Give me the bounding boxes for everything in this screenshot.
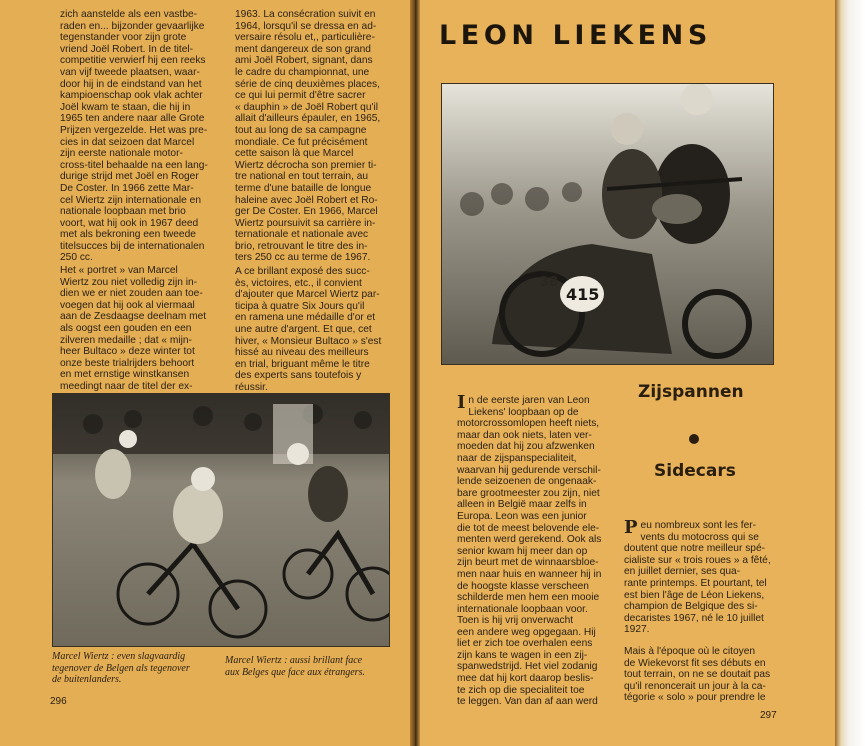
caption-line: Marcel Wiertz : even slagvaardig bbox=[52, 651, 186, 662]
text-line: men naar huis en wanneer hij in bbox=[457, 568, 602, 580]
text-line: A ce brillant exposé des succ- bbox=[235, 266, 370, 277]
text-line: cross-titel behaalde na een lang- bbox=[60, 159, 208, 171]
text-line: Het « portret » van Marcel bbox=[60, 265, 178, 276]
text-line: n de eerste jaren van Leon bbox=[468, 395, 590, 406]
left-col2-para1 bbox=[235, 9, 380, 264]
right-dutch-para2 bbox=[457, 615, 598, 708]
text-line: mondiale. Ce fut précisément bbox=[235, 136, 368, 148]
text-line: voort, wat hij ook in 1967 deed bbox=[60, 217, 199, 229]
text-line: ès, victoires, etc., il convient bbox=[235, 277, 362, 289]
text-line: 1965 ten andere naar alle Grote bbox=[60, 113, 205, 125]
text-line: haleine avec Joël Robert et Ro- bbox=[235, 194, 378, 206]
text-line: zijn kans te wagen in een zij- bbox=[457, 649, 588, 661]
text-line: en met ernstige winstkansen bbox=[60, 369, 190, 381]
section-heading-dutch: Zijspannen bbox=[638, 382, 744, 402]
text-line: « dauphin » de Joël Robert qu'il bbox=[235, 101, 378, 113]
text-line: terme d'une bataille de longue bbox=[235, 182, 372, 194]
text-line: decaristes 1967, né le 10 juillet bbox=[624, 612, 764, 624]
text-line: ternationale et nationale avec bbox=[235, 229, 369, 241]
text-line: de hoogste klasse verscheen bbox=[457, 580, 589, 592]
left-page bbox=[0, 0, 410, 746]
text-line: door hij in de eindstand van het bbox=[60, 78, 202, 90]
text-line: qu'il renoncerait un jour à la ca- bbox=[624, 680, 766, 692]
text-line: Joël kwam te staan, die hij in bbox=[60, 101, 191, 113]
text-line: 250 cc. bbox=[60, 252, 93, 264]
right-dutch-para1 bbox=[457, 392, 602, 615]
text-line: nationale loopbaan met brio bbox=[60, 206, 186, 218]
text-line: tout terrain, on ne se doutait pas bbox=[624, 669, 771, 681]
text-line: eu nombreux sont les fer- bbox=[640, 520, 757, 531]
caption-line: Marcel Wiertz : aussi brillant face bbox=[225, 655, 363, 666]
text-line: ger De Coster. En 1966, Marcel bbox=[235, 206, 378, 218]
caption-dutch bbox=[52, 651, 190, 686]
text-line: alleen in België maar zelfs in bbox=[457, 499, 587, 511]
text-line: hiver, « Monsieur Bultaco » s'est bbox=[235, 335, 382, 347]
text-line: d'ajouter que Marcel Wiertz par- bbox=[235, 289, 380, 301]
right-french-para2 bbox=[624, 646, 770, 704]
text-line: die tot de meest belovende ele- bbox=[457, 522, 600, 534]
text-line: aan de Zesdaagse deelnam met bbox=[60, 311, 207, 323]
page-title: LEON LIEKENS bbox=[439, 20, 712, 51]
text-line: een andere weg opgegaan. Hij bbox=[457, 626, 596, 638]
text-line: en trial, briguant même le titre bbox=[235, 358, 370, 370]
caption-line: de buitenlanders. bbox=[52, 674, 122, 686]
right-page bbox=[420, 0, 835, 746]
text-line: heer Bultaco » deze winter tot bbox=[60, 346, 195, 358]
text-line: 1964, lorsqu'il se dressa en ad- bbox=[235, 20, 377, 32]
text-line: Prijzen vergezelde. Het was pre- bbox=[60, 124, 208, 136]
book-gutter bbox=[410, 0, 420, 746]
text-line: champion de Belgique des si- bbox=[624, 601, 758, 613]
text-line: 1927. bbox=[624, 624, 650, 636]
section-separator-bullet bbox=[689, 434, 699, 444]
text-line: est bien l'âge de Léon Liekens, bbox=[624, 589, 765, 601]
text-line: senior kwam hij meer dan op bbox=[457, 545, 588, 557]
left-col1-para2 bbox=[60, 265, 206, 404]
text-line: ami Joël Robert, signant, dans bbox=[235, 55, 373, 67]
text-line: kampioenschap ook vlak achter bbox=[60, 90, 203, 102]
left-col1-para1 bbox=[60, 9, 208, 264]
text-line: motorcrossomlopen heeft niets, bbox=[457, 418, 600, 430]
text-line: cialiste sur « trois roues » a fêté, bbox=[624, 554, 771, 566]
caption-french bbox=[225, 655, 365, 678]
text-line: vents du motocross qui se bbox=[640, 531, 759, 543]
text-line: internationale loopbaan voor. bbox=[457, 603, 588, 615]
left-col2-para2 bbox=[235, 266, 381, 394]
text-line: 1963. La consécration suivit en bbox=[235, 9, 376, 20]
text-line: brio, retrouvant le titre des in- bbox=[235, 240, 368, 252]
text-line: Wiertz poursuivit sa carrière in- bbox=[235, 217, 376, 229]
text-line: meedingt naar de titel der ex- bbox=[60, 380, 193, 392]
text-line: ticipa à quatre Six Jours qu'il bbox=[235, 300, 365, 312]
text-line: Wiertz décrocha son premier ti- bbox=[235, 159, 377, 171]
text-line: une autre d'argent. Et que, cet bbox=[235, 323, 372, 335]
text-line: cette saison là que Marcel bbox=[235, 148, 354, 160]
text-line: hissé au niveau des meilleurs bbox=[235, 347, 369, 359]
text-line: zijn beurt met de winnaarsbloe- bbox=[457, 557, 599, 569]
text-line: ment dangereux de son grand bbox=[235, 43, 371, 55]
text-line: en juillet dernier, ses qua- bbox=[624, 566, 741, 578]
text-line: onze beste trialrijders behoort bbox=[60, 357, 195, 369]
text-line: te zich op die specialiteit toe bbox=[457, 684, 585, 696]
text-line: De Coster. In 1966 zette Mar- bbox=[60, 182, 194, 194]
text-line: met als bekroning een tweede bbox=[60, 229, 196, 241]
text-line: Wiertz zou niet volledig zijn in- bbox=[60, 276, 198, 288]
sidecar-photo bbox=[441, 83, 774, 365]
text-line: rante printemps. Et pourtant, tel bbox=[624, 577, 767, 589]
text-line: mee dat hij kort daarop beslis- bbox=[457, 672, 594, 684]
text-line: Liekens' loopbaan op de bbox=[468, 406, 579, 418]
dropcap-dutch: I bbox=[457, 392, 466, 413]
text-line: waarvan hij gedurende verschil- bbox=[457, 464, 601, 476]
text-line: vriend Joël Robert. In de titel- bbox=[60, 43, 194, 55]
text-line: menten werd gerekend. Ook als bbox=[457, 534, 602, 546]
text-line: de Wiekevorst fit ses débuts en bbox=[624, 657, 766, 669]
text-line: allait d'ailleurs épauler, en 1965, bbox=[235, 113, 381, 125]
sidecar-number-plate: 415 bbox=[566, 285, 600, 304]
text-line: als oogst een gouden en een bbox=[60, 322, 192, 334]
text-line: durige strijd met Joël en Roger bbox=[60, 171, 199, 183]
page-number-left: 296 bbox=[50, 696, 67, 707]
page-number-right: 297 bbox=[760, 710, 777, 721]
text-line: série de cinq deuxièmes places, bbox=[235, 78, 380, 90]
text-line: schilderde men hem een mooie bbox=[457, 592, 600, 604]
text-line: dien we er niet zouden aan toe- bbox=[60, 288, 203, 300]
text-line: doutent que notre meilleur spé- bbox=[624, 543, 766, 555]
text-line: maar dan ook niets, laten ver- bbox=[457, 429, 592, 441]
sidecar-number-plate-2: 38 bbox=[540, 275, 559, 290]
text-line: lende seizoenen de ongenaak- bbox=[457, 476, 597, 488]
text-line: Europa. Leon was een junior bbox=[457, 510, 587, 522]
text-line: raden en... bijzonder gevaarlijke bbox=[60, 20, 205, 32]
text-line: te leggen. Van dan af aan werd bbox=[457, 696, 598, 708]
text-line: zich aanstelde als een vastbe- bbox=[60, 9, 198, 20]
caption-line: tegenover de Belgen als tegenover bbox=[52, 662, 190, 674]
motocross-photo bbox=[52, 393, 390, 647]
text-line: naar de zijspanspecialiteit, bbox=[457, 452, 577, 464]
text-line: réussir. bbox=[235, 381, 268, 393]
dropcap-french: P bbox=[624, 517, 638, 538]
text-line: liet er zich toe overhalen eens bbox=[457, 638, 593, 650]
text-line: cies in dat seizoen dat Marcel bbox=[60, 136, 195, 148]
text-line: le cadre du championnat, une bbox=[235, 66, 370, 78]
text-line: tégorie « solo » pour prendre le bbox=[624, 692, 766, 704]
text-line: Mais à l'époque où le citoyen bbox=[624, 646, 756, 657]
text-line: ce qui lui permit d'être sacrer bbox=[235, 90, 366, 102]
text-line: zilveren medaille ; dat « mijn- bbox=[60, 334, 192, 346]
text-line: voegen dat hij ook al viermaal bbox=[60, 299, 195, 311]
motocross-photo-image bbox=[53, 394, 389, 646]
caption-line: aux Belges que face aux étrangers. bbox=[225, 666, 365, 678]
text-line: van vijf tweede plaatsen, waar- bbox=[60, 66, 200, 78]
text-line: tre national en tout terrain, au bbox=[235, 171, 369, 183]
text-line: des experts sans toutefois y bbox=[235, 370, 362, 382]
text-line: titelsucces bij de internationalen bbox=[60, 240, 205, 252]
text-line: zijn eerste nationale motor- bbox=[60, 148, 183, 160]
text-line: tegenstander voor zijn grote bbox=[60, 32, 187, 44]
text-line: bare grootmeester zou zijn, niet bbox=[457, 487, 600, 499]
text-line: ters 250 cc au terme de 1967. bbox=[235, 252, 371, 264]
right-french-para1 bbox=[624, 517, 771, 636]
text-line: competitie verwierf hij een reeks bbox=[60, 55, 206, 67]
text-line: en ramena une médaille d'or et bbox=[235, 312, 376, 324]
text-line: versaire résolu et,, particulière- bbox=[235, 32, 375, 44]
sidecar-photo-image bbox=[442, 84, 773, 364]
text-line: tout au long de sa campagne bbox=[235, 124, 367, 136]
text-line: spanwedstrijd. Het viel zodanig bbox=[457, 661, 598, 673]
section-heading-french: Sidecars bbox=[654, 461, 736, 481]
text-line: cel Wiertz zijn internationale en bbox=[60, 194, 201, 206]
text-line: moeden dat hij zou afzwenken bbox=[457, 441, 595, 453]
text-line: Toen is hij vrij onverwacht bbox=[457, 615, 574, 626]
book-page-edges bbox=[835, 0, 865, 746]
